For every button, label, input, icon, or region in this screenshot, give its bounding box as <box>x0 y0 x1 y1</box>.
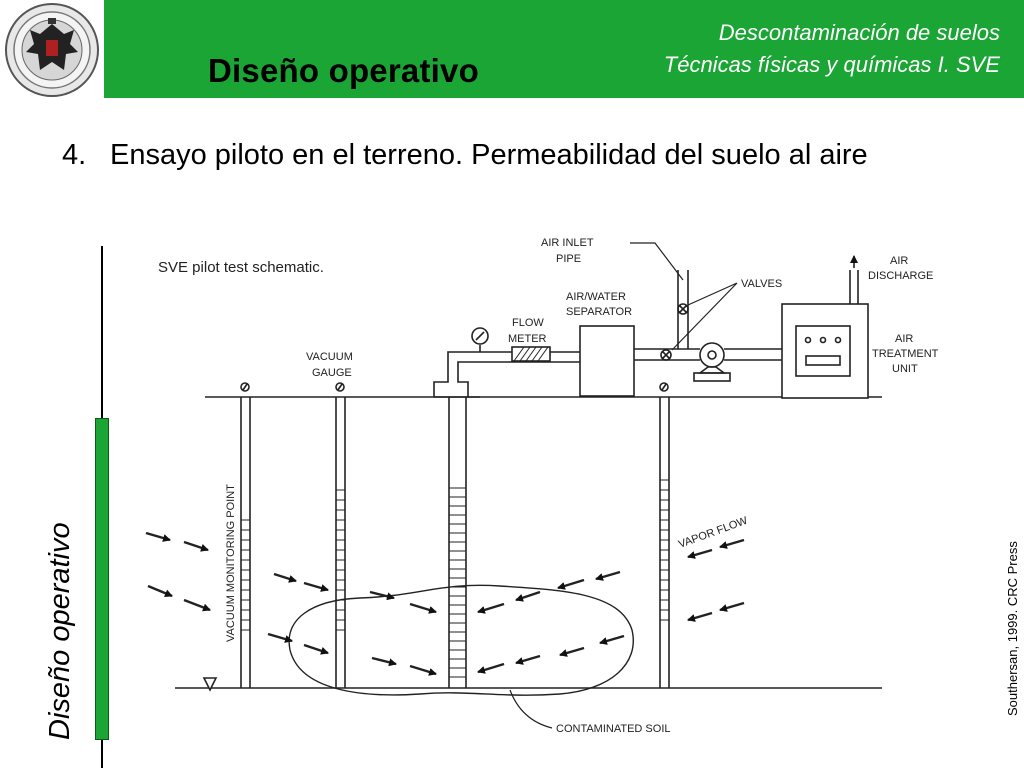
course-title: Descontaminación de suelos <box>718 20 1000 45</box>
monitoring-well-3 <box>660 383 669 688</box>
course-subtitle: Técnicas físicas y químicas I. SVE <box>663 52 1000 77</box>
separator-label-2: SEPARATOR <box>566 306 633 318</box>
logo-container <box>0 0 104 100</box>
treatment-label-1: AIR <box>895 333 914 345</box>
flow-meter-label-1: FLOW <box>512 317 544 329</box>
vacuum-gauge-label-1: VACUUM <box>306 351 353 363</box>
air-discharge-label-1: AIR <box>890 255 909 267</box>
contaminated-soil-label: CONTAMINATED SOIL <box>556 723 671 735</box>
monitoring-well-2 <box>336 383 345 688</box>
extraction-well <box>434 352 580 688</box>
air-inlet-label-1: AIR INLET <box>541 237 594 249</box>
air-treatment-unit <box>782 256 868 398</box>
flow-meter-label-2: METER <box>508 333 547 345</box>
air-discharge-label-2: DISCHARGE <box>868 270 934 282</box>
heading-number: 4. <box>62 139 87 171</box>
slide-title: Diseño operativo <box>208 52 479 89</box>
sve-schematic <box>130 228 960 748</box>
flow-meter <box>512 347 550 361</box>
contaminated-soil-zone <box>289 585 633 695</box>
vapor-flow-label: VAPOR FLOW <box>676 514 750 551</box>
figure-credit: Southersan, 1999. CRC Press <box>1005 541 1020 716</box>
figure-caption: SVE pilot test schematic. <box>158 259 324 276</box>
treatment-label-2: TREATMENT <box>872 348 939 360</box>
vacuum-gauge-label-2: GAUGE <box>312 367 352 379</box>
side-accent-bar <box>95 418 109 740</box>
slide-header <box>0 0 1024 100</box>
treatment-label-3: UNIT <box>892 363 918 375</box>
heading-text: Ensayo piloto en el terreno. Permeabilidad del suelo al aire <box>110 139 868 171</box>
inlet-valve-icon <box>678 304 688 314</box>
air-water-separator <box>580 326 634 396</box>
pressure-gauge-icon <box>472 328 488 352</box>
university-crest-icon <box>0 0 104 100</box>
monitoring-point-label: VACUUM MONITORING POINT <box>225 484 237 642</box>
air-inlet-leader <box>630 243 683 280</box>
valves-label: VALVES <box>741 278 783 290</box>
separator-label-1: AIR/WATER <box>566 291 626 303</box>
section-heading <box>62 139 868 172</box>
soil-leader <box>510 690 552 728</box>
monitoring-well-1 <box>241 383 250 688</box>
valves-leader <box>672 283 737 350</box>
air-inlet-label-2: PIPE <box>556 253 582 265</box>
valve-icon <box>661 350 671 360</box>
side-label: Diseño operativo <box>44 522 76 740</box>
